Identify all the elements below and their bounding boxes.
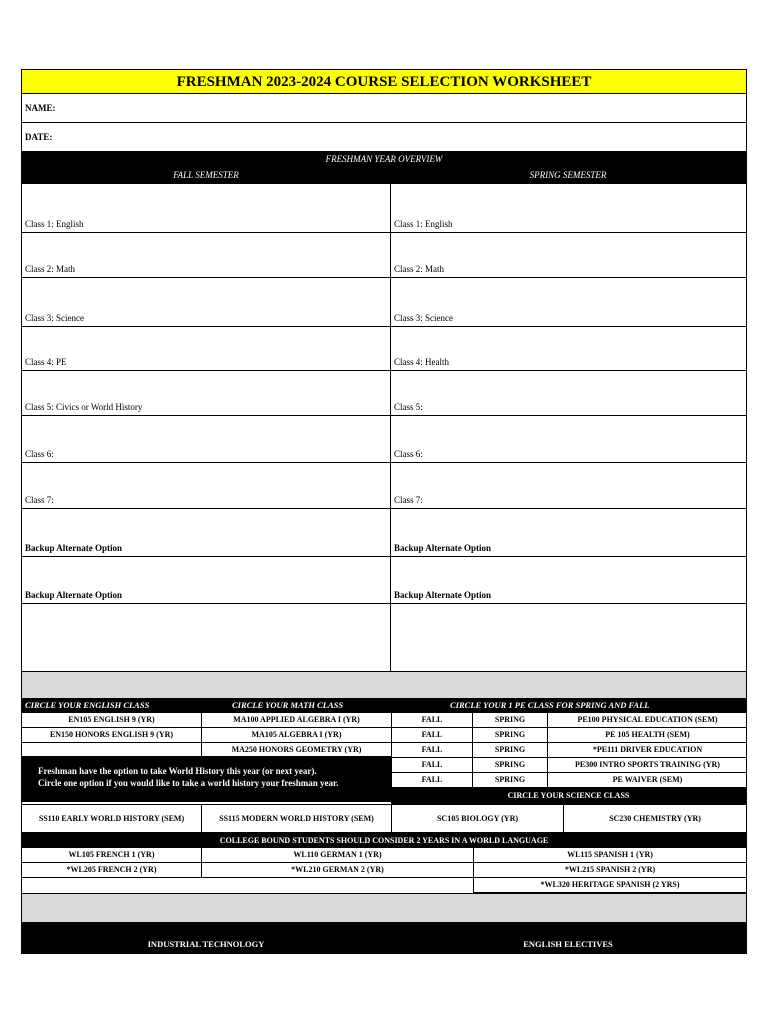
pe-fall-option[interactable]: FALL: [392, 773, 472, 788]
spring-class-row[interactable]: [391, 509, 746, 557]
fall-class-label: Backup Alternate Option: [25, 590, 123, 600]
math-heading: CIRCLE YOUR MATH CLASS: [232, 700, 344, 710]
fall-class-label: Backup Alternate Option: [25, 543, 123, 553]
fall-class-row[interactable]: [22, 416, 390, 463]
date-field[interactable]: [22, 123, 746, 152]
pe-fall-option[interactable]: FALL: [392, 758, 472, 773]
spring-semester-label: SPRING SEMESTER: [529, 170, 607, 180]
english-electives-label: ENGLISH ELECTIVES: [523, 939, 613, 949]
pe-fall-column: [392, 713, 472, 788]
worksheet: [21, 69, 747, 954]
spring-class-label: Class 6:: [394, 449, 423, 459]
science-option-biology[interactable]: SC105 BIOLOGY (YR): [391, 805, 563, 833]
history-note: [22, 756, 391, 802]
math-options: [201, 713, 391, 758]
pe-table: [391, 713, 746, 788]
fall-class-row[interactable]: [22, 184, 390, 233]
french-option[interactable]: WL105 FRENCH 1 (YR): [22, 848, 201, 863]
spring-class-row[interactable]: [391, 233, 746, 278]
english-heading: CIRCLE YOUR ENGLISH CLASS: [25, 700, 150, 710]
english-options: [22, 713, 201, 743]
spring-class-label: Class 3: Science: [394, 313, 453, 323]
fall-class-label: Class 5: Civics or World History: [25, 402, 143, 412]
fall-class-row[interactable]: [22, 557, 390, 604]
spring-class-row[interactable]: [391, 557, 746, 604]
grey-separator: [22, 671, 746, 699]
name-label: NAME:: [25, 103, 56, 113]
fall-class-row[interactable]: [22, 463, 390, 509]
fall-semester-label: FALL SEMESTER: [173, 170, 239, 180]
german-option[interactable]: WL110 GERMAN 1 (YR): [202, 848, 473, 863]
industrial-technology-label: INDUSTRIAL TECHNOLOGY: [147, 939, 265, 949]
spanish-option[interactable]: WL115 SPANISH 1 (YR): [474, 848, 746, 863]
spring-class-row[interactable]: [391, 327, 746, 371]
overview-header: [22, 152, 746, 184]
fall-class-row[interactable]: [22, 233, 390, 278]
german-option[interactable]: *WL210 GERMAN 2 (YR): [202, 863, 473, 878]
pe-option[interactable]: PE100 PHYSICAL EDUCATION (SEM): [548, 713, 747, 728]
fall-class-row[interactable]: [22, 371, 390, 416]
spanish-option[interactable]: *WL320 HERITAGE SPANISH (2 YRS): [474, 878, 746, 893]
german-options: [201, 848, 473, 878]
math-option[interactable]: MA105 ALGEBRA I (YR): [202, 728, 391, 743]
french-option[interactable]: *WL205 FRENCH 2 (YR): [22, 863, 201, 878]
name-field[interactable]: [22, 94, 746, 123]
pe-option[interactable]: *PE111 DRIVER EDUCATION: [548, 743, 747, 758]
spring-class-label: Backup Alternate Option: [394, 543, 492, 553]
math-option[interactable]: MA250 HONORS GEOMETRY (YR): [202, 743, 391, 758]
pe-fall-option[interactable]: FALL: [392, 743, 472, 758]
pe-spring-option[interactable]: SPRING: [473, 743, 547, 758]
fall-class-label: Class 3: Science: [25, 313, 84, 323]
pe-spring-option[interactable]: SPRING: [473, 728, 547, 743]
pe-option[interactable]: PE300 INTRO SPORTS TRAINING (YR): [548, 758, 747, 773]
pe-spring-option[interactable]: SPRING: [473, 758, 547, 773]
pe-option[interactable]: PE 105 HEALTH (SEM): [548, 728, 747, 743]
spring-column: [391, 184, 746, 671]
fall-class-label: Class 7:: [25, 495, 54, 505]
fall-class-label: Class 6:: [25, 449, 54, 459]
overview-heading: FRESHMAN YEAR OVERVIEW: [325, 154, 443, 164]
history-note-line2: Circle one option if you would like to take a world history your freshman year.: [38, 778, 339, 788]
spanish-options: [473, 848, 746, 893]
pe-spring-option[interactable]: SPRING: [473, 713, 547, 728]
spring-class-row[interactable]: [391, 463, 746, 509]
english-option[interactable]: EN150 HONORS ENGLISH 9 (YR): [22, 728, 201, 743]
pe-spring-column: [472, 713, 547, 788]
fall-class-row[interactable]: [22, 509, 390, 557]
fall-column: [22, 184, 390, 671]
language-heading: COLLEGE BOUND STUDENTS SHOULD CONSIDER 2 YEARS IN A WORLD LANGUAGE: [22, 833, 746, 848]
spring-class-label: Class 4: Health: [394, 357, 449, 367]
worksheet-title: FRESHMAN 2023-2024 COURSE SELECTION WORKSHEET: [22, 70, 746, 94]
spanish-option[interactable]: *WL215 SPANISH 2 (YR): [474, 863, 746, 878]
spring-class-row[interactable]: [391, 371, 746, 416]
pe-fall-option[interactable]: FALL: [392, 728, 472, 743]
fall-class-row[interactable]: [22, 327, 390, 371]
pe-options-column: [547, 713, 747, 788]
spring-class-row[interactable]: [391, 416, 746, 463]
fall-class-label: Class 1: English: [25, 219, 84, 229]
spring-class-row[interactable]: [391, 184, 746, 233]
grey-separator-2: [22, 893, 746, 923]
pe-option[interactable]: PE WAIVER (SEM): [548, 773, 747, 788]
spring-class-label: Class 1: English: [394, 219, 453, 229]
math-option[interactable]: MA100 APPLIED ALGEBRA I (YR): [202, 713, 391, 728]
pe-spring-option[interactable]: SPRING: [473, 773, 547, 788]
science-heading: CIRCLE YOUR SCIENCE CLASS: [391, 788, 746, 804]
overview-grid: [22, 184, 746, 671]
fall-class-label: Class 4: PE: [25, 357, 67, 367]
pe-heading: CIRCLE YOUR 1 PE CLASS FOR SPRING AND FALL: [450, 700, 650, 710]
history-option-modern[interactable]: SS115 MODERN WORLD HISTORY (SEM): [201, 805, 391, 833]
spring-class-label: Class 7:: [394, 495, 423, 505]
english-option[interactable]: EN105 ENGLISH 9 (YR): [22, 713, 201, 728]
fall-class-row[interactable]: [22, 278, 390, 327]
spring-class-label: Backup Alternate Option: [394, 590, 492, 600]
footer-bar: [22, 923, 746, 953]
history-note-line1: Freshman have the option to take World History this year (or next year).: [38, 766, 317, 776]
date-label: DATE:: [25, 132, 53, 142]
spring-class-row[interactable]: [391, 278, 746, 327]
french-options: [22, 848, 201, 878]
spring-class-label: Class 2: Math: [394, 264, 445, 274]
pe-fall-option[interactable]: FALL: [392, 713, 472, 728]
science-option-chemistry[interactable]: SC230 CHEMISTRY (YR): [563, 805, 746, 833]
course-headings-bar: [22, 699, 746, 713]
history-science-row: [22, 804, 746, 833]
fall-class-label: Class 2: Math: [25, 264, 76, 274]
history-option-early[interactable]: SS110 EARLY WORLD HISTORY (SEM): [38, 814, 185, 823]
spring-class-label: Class 5:: [394, 402, 423, 412]
